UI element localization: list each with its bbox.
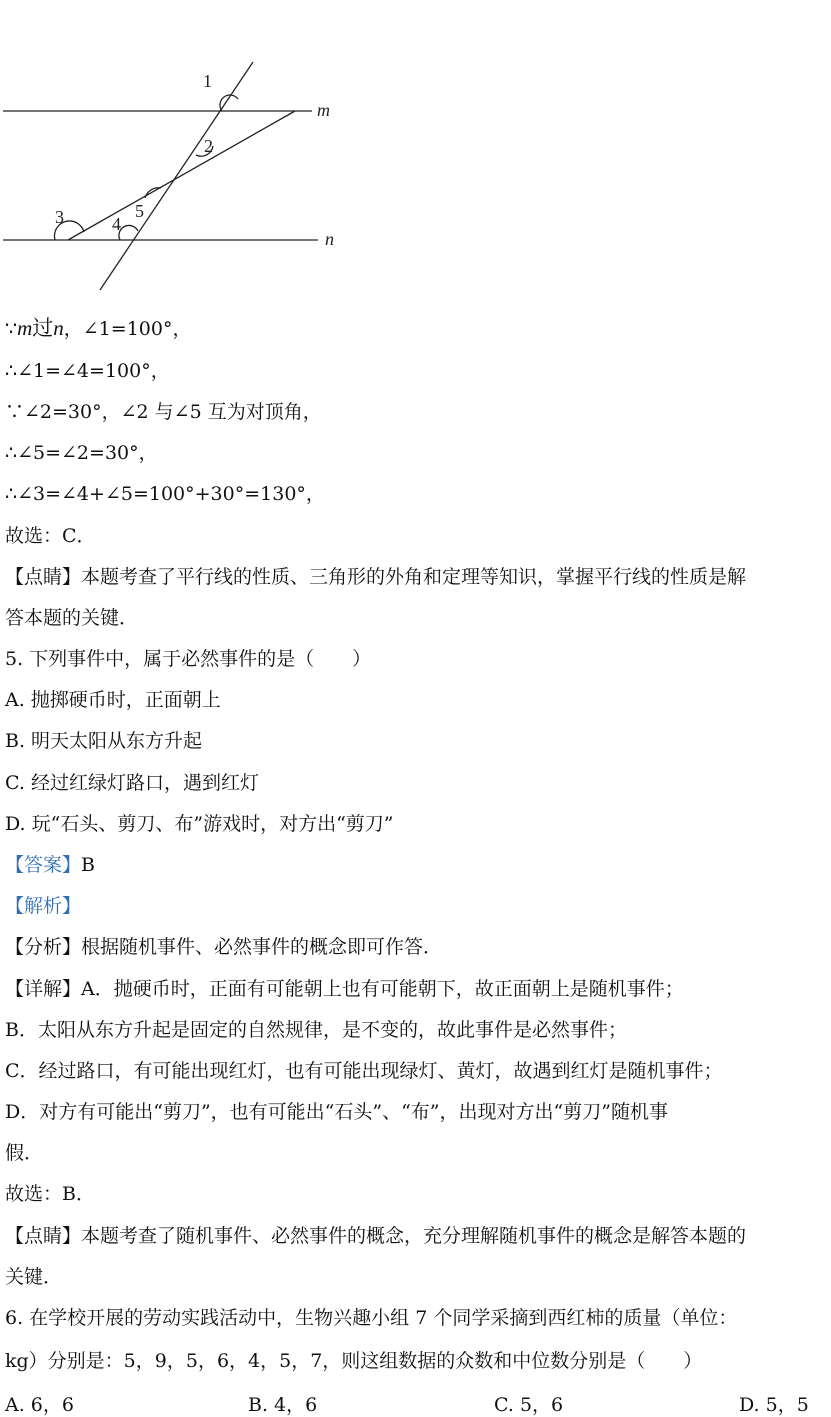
var-m: m — [17, 316, 33, 340]
q5-xiangjie-1: 【详解】A．抛硬币时，正面有可能朝上也有可能朝下，故正面朝上是随机事件； — [5, 978, 684, 1000]
q5-option-d: D. 玩“石头、剪刀、布”游戏时，对方出“剪刀” — [5, 813, 394, 835]
q5-xiangjie-3: C．经过路口，有可能出现红灯，也有可能出现绿灯、黄灯，故遇到红灯是随机事件； — [5, 1060, 723, 1082]
angle1-label: 1 — [203, 71, 212, 91]
q6-option-a: A. 6，6 — [5, 1394, 74, 1416]
arc-angle5 — [145, 188, 161, 198]
q5-dianjing-2: 关键． — [5, 1266, 63, 1288]
q5-dianjing-1: 【点睛】本题考查了随机事件、必然事件的概念，充分理解随机事件的概念是解答本题的 — [5, 1225, 747, 1247]
q6-option-b: B. 4，6 — [248, 1394, 318, 1416]
proof-line-5: ∴∠3=∠4+∠5=100°+30°=130°， — [5, 483, 325, 505]
answer-value: B — [81, 854, 95, 876]
proof-line-1-rest: ，∠1=100°， — [63, 318, 192, 340]
q5-option-a: A. 抛掷硬币时，正面朝上 — [5, 689, 221, 711]
proof-line-3: ∵∠2=30°，∠2 与∠5 互为对顶角， — [5, 401, 322, 423]
angle4-label: 4 — [112, 214, 121, 234]
proof-line-1 — [5, 316, 191, 341]
transversal-shallow — [68, 111, 295, 240]
proof-line-2: ∴∠1=∠4=100°， — [5, 360, 170, 382]
proof-choice: 故选：C． — [5, 525, 96, 547]
q5-choice: 故选：B． — [5, 1183, 95, 1205]
line-n-label: n — [325, 229, 334, 249]
angle2-label: 2 — [204, 136, 213, 156]
answer-tag: 【答案】 — [5, 854, 82, 876]
q5-stem: 5. 下列事件中，属于必然事件的是（ ） — [5, 648, 372, 670]
q5-fenxi: 【分析】根据随机事件、必然事件的概念即可作答． — [5, 936, 443, 958]
proof-dianjing-1: 【点睛】本题考查了平行线的性质、三角形的外角和定理等知识，掌握平行线的性质是解 — [5, 566, 747, 588]
var-n: n — [53, 316, 64, 340]
q5-option-b: B. 明天太阳从东方升起 — [5, 730, 203, 752]
transversal-steep — [100, 62, 253, 290]
q6-option-d: D. 5，5 — [739, 1394, 809, 1416]
q5-xiangjie-5: 假． — [5, 1142, 44, 1164]
line-m-label: m — [317, 100, 330, 120]
analysis-tag: 【解析】 — [5, 895, 82, 917]
q6-stem-1: 6. 在学校开展的劳动实践活动中，生物兴趣小组 7 个同学采摘到西红柿的质量（单位： — [5, 1307, 738, 1329]
angle3-label: 3 — [55, 207, 64, 227]
parallel-lines-figure — [0, 50, 345, 300]
q5-option-c: C. 经过红绿灯路口，遇到红灯 — [5, 772, 259, 794]
angle5-label: 5 — [135, 201, 144, 221]
q6-stem-2: kg）分别是：5，9，5，6，4，5，7，则这组数据的众数和中位数分别是（ ） — [5, 1350, 703, 1372]
proof-line-4: ∴∠5=∠2=30°， — [5, 442, 158, 464]
word-guo: 过 — [32, 316, 54, 340]
q5-answer — [5, 853, 95, 877]
because-symbol: ∵ — [5, 318, 18, 340]
proof-dianjing-2: 答本题的关键． — [5, 607, 139, 629]
q5-xiangjie-4: D．对方有可能出“剪刀”，也有可能出“石头”、“布”，出现对方出“剪刀”随机事 — [5, 1101, 668, 1123]
q5-xiangjie-2: B．太阳从东方升起是固定的自然规律，是不变的，故此事件是必然事件； — [5, 1019, 627, 1041]
q6-option-c: C. 5，6 — [494, 1394, 564, 1416]
